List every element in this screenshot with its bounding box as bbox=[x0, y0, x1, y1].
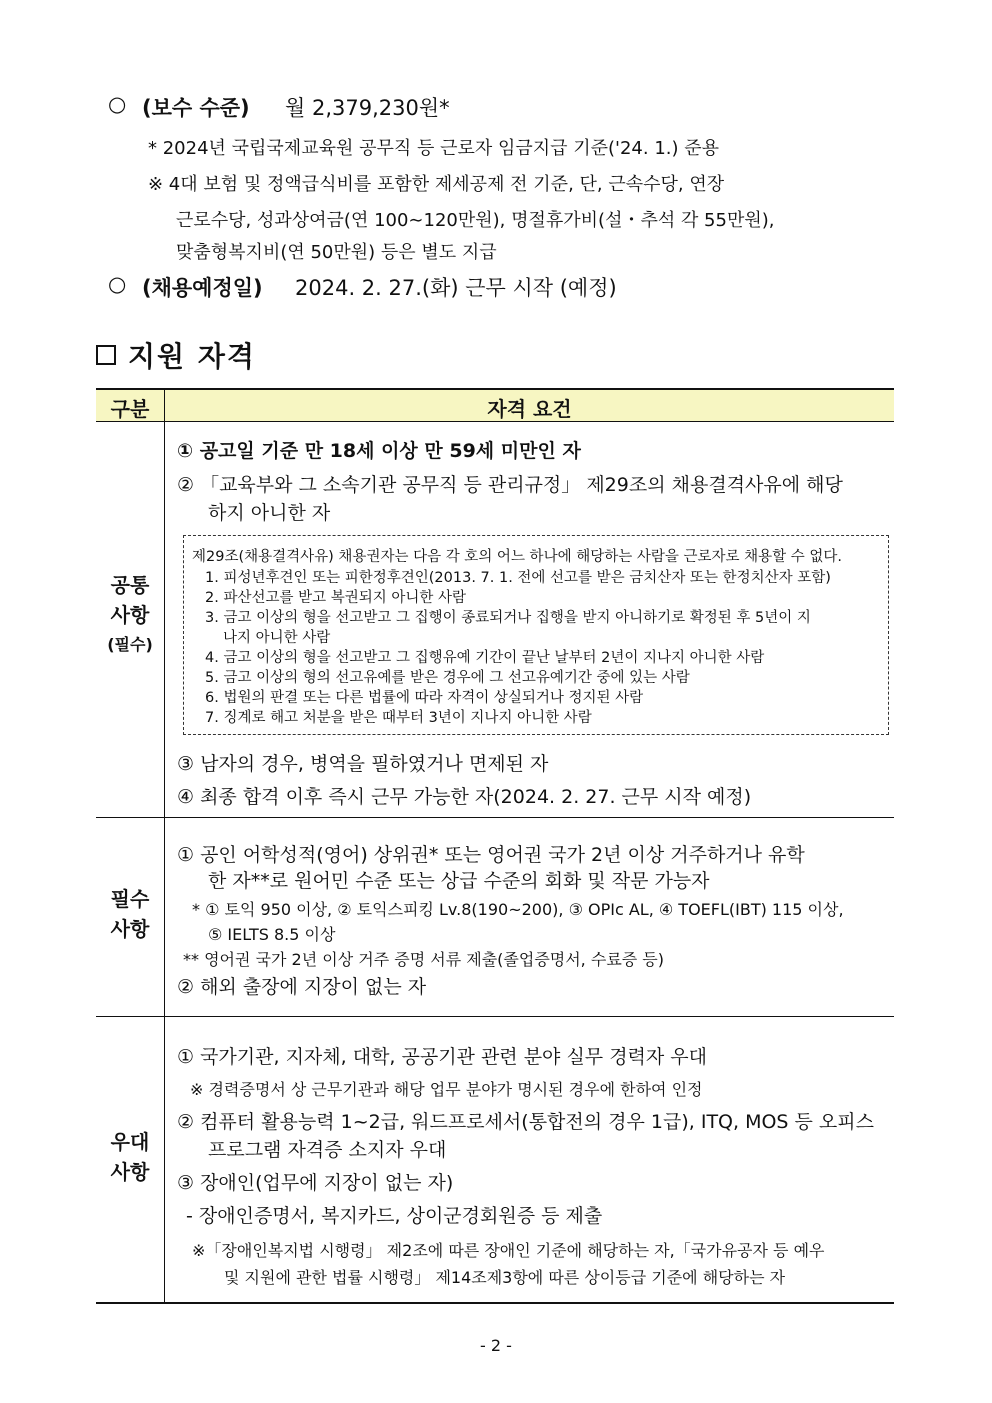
preferred-note-3-line-2: 및 지원에 관한 법률 시행령」 제14조제3항에 따른 상이등급 기준에 해당하는 자 bbox=[224, 1268, 786, 1287]
category-label: (필수) bbox=[107, 635, 153, 654]
category-common bbox=[96, 570, 164, 660]
table-row-rule bbox=[96, 1016, 894, 1017]
category-required bbox=[96, 884, 164, 944]
page-number: - 2 - bbox=[480, 1336, 512, 1355]
category-preferred bbox=[96, 1127, 164, 1187]
category-label: 사항 bbox=[110, 603, 150, 627]
preferred-item-2-line-2: 프로그램 자격증 소지자 우대 bbox=[208, 1139, 447, 1161]
table-row-rule bbox=[96, 817, 894, 818]
regulation-line: 제29조(채용결격사유) 채용권자는 다음 각 호의 어느 하나에 해당하는 사람을 근로자로 채용할 수 없다. bbox=[192, 549, 842, 565]
common-item-4: ④ 최종 합격 이후 즉시 근무 가능한 자(2024. 2. 27. 근무 시작 예정) bbox=[177, 786, 752, 808]
pay-note-2-line-1: ※ 4대 보험 및 정액급식비를 포함한 제세공제 전 기준, 단, 근속수당, 연장 bbox=[148, 174, 725, 195]
regulation-line: 3. 금고 이상의 형을 선고받고 그 집행이 종료되거나 집행을 받지 아니하기로 확정된 후 5년이 지 bbox=[205, 610, 811, 626]
category-label: 공통 bbox=[110, 573, 150, 597]
date-text: 2024. 2. 27.(화) 근무 시작 (예정) bbox=[295, 276, 617, 300]
required-note-2: ** 영어권 국가 2년 이상 거주 증명 서류 제출(졸업증명서, 수료증 등) bbox=[183, 950, 665, 969]
preferred-item-2-line-1: ② 컴퓨터 활용능력 1~2급, 워드프로세서(통합전의 경우 1급), ITQ, MOS 등 오피스 bbox=[177, 1111, 874, 1133]
pay-note-1: * 2024년 국립국제교육원 공무직 등 근로자 임금지급 기준('24. 1.) 준용 bbox=[148, 138, 720, 159]
table-header-category: 구분 bbox=[110, 397, 150, 421]
required-item-1-line-1: ① 공인 어학성적(영어) 상위권* 또는 영어권 국가 2년 이상 거주하거나 유학 bbox=[177, 844, 805, 866]
table-top-rule bbox=[96, 388, 894, 390]
preferred-item-1: ① 국가기관, 지자체, 대학, 공공기관 관련 분야 실무 경력자 우대 bbox=[177, 1046, 708, 1068]
common-item-2-line-1: ② 「교육부와 그 소속기관 공무직 등 관리규정」 제29조의 채용결격사유에 해당 bbox=[177, 474, 843, 496]
checkbox-square-icon bbox=[96, 345, 116, 365]
table-column-divider bbox=[164, 390, 165, 1302]
regulation-line: 4. 금고 이상의 형을 선고받고 그 집행유예 기간이 끝난 날부터 2년이 지나지 아니한 사람 bbox=[205, 650, 765, 666]
pay-label: (보수 수준) bbox=[142, 96, 250, 120]
common-item-1: ① 공고일 기준 만 18세 이상 만 59세 미만인 자 bbox=[177, 440, 581, 462]
section-title: 지원 자격 bbox=[128, 340, 256, 373]
preferred-item-3: ③ 장애인(업무에 지장이 없는 자) bbox=[177, 1172, 454, 1194]
table-bottom-rule bbox=[96, 1302, 894, 1304]
required-note-1-line-1: * ① 토익 950 이상, ② 토익스피킹 Lv.8(190~200), ③ OPIc AL, ④ TOEFL(IBT) 115 이상, bbox=[192, 900, 844, 919]
common-item-2-line-2: 하지 아니한 자 bbox=[208, 502, 331, 524]
regulation-line: 나지 아니한 사람 bbox=[223, 630, 331, 646]
regulation-line: 2. 파산선고를 받고 복권되지 아니한 사람 bbox=[205, 590, 466, 606]
regulation-line: 6. 법원의 판결 또는 다른 법률에 따라 자격이 상실되거나 정지된 사람 bbox=[205, 690, 644, 706]
table-header-requirements: 자격 요건 bbox=[487, 397, 572, 421]
category-label: 우대 bbox=[110, 1130, 150, 1154]
pay-text: 월 2,379,230원* bbox=[285, 96, 450, 120]
pay-note-2-line-3: 맞춤형복지비(연 50만원) 등은 별도 지급 bbox=[176, 242, 497, 263]
date-label: (채용예정일) bbox=[142, 276, 263, 300]
required-item-1-line-2: 한 자**로 원어민 수준 또는 상급 수준의 회화 및 작문 가능자 bbox=[208, 870, 710, 892]
required-note-1-line-2: ⑤ IELTS 8.5 이상 bbox=[208, 925, 336, 944]
common-item-3: ③ 남자의 경우, 병역을 필하였거나 면제된 자 bbox=[177, 753, 549, 775]
pay-note-2-line-2: 근로수당, 성과상여금(연 100∼120만원), 명절휴가비(설・추석 각 55만원), bbox=[176, 210, 775, 231]
preferred-note-1: ※ 경력증명서 상 근무기관과 해당 업무 분야가 명시된 경우에 한하여 인정 bbox=[190, 1080, 703, 1099]
category-label: 필수 bbox=[110, 887, 150, 911]
category-label: 사항 bbox=[110, 1160, 150, 1184]
preferred-note-3-line-1: ※「장애인복지법 시행령」 제2조에 따른 장애인 기준에 해당하는 자,「국가유공자 등 예우 bbox=[192, 1241, 825, 1260]
regulation-line: 1. 피성년후견인 또는 피한정후견인(2013. 7. 1. 전에 선고를 받은 금치산자 또는 한정치산자 포함) bbox=[205, 570, 831, 586]
bullet-circle: ○ bbox=[108, 272, 127, 296]
category-label: 사항 bbox=[110, 917, 150, 941]
regulation-line: 5. 금고 이상의 형의 선고유예를 받은 경우에 그 선고유예기간 중에 있는 사람 bbox=[205, 670, 690, 686]
bullet-circle: ○ bbox=[108, 92, 127, 116]
preferred-sub-3: - 장애인증명서, 복지카드, 상이군경회원증 등 제출 bbox=[186, 1205, 603, 1227]
required-item-2: ② 해외 출장에 지장이 없는 자 bbox=[177, 976, 427, 998]
regulation-line: 7. 징계로 해고 처분을 받은 때부터 3년이 지나지 아니한 사람 bbox=[205, 710, 592, 726]
